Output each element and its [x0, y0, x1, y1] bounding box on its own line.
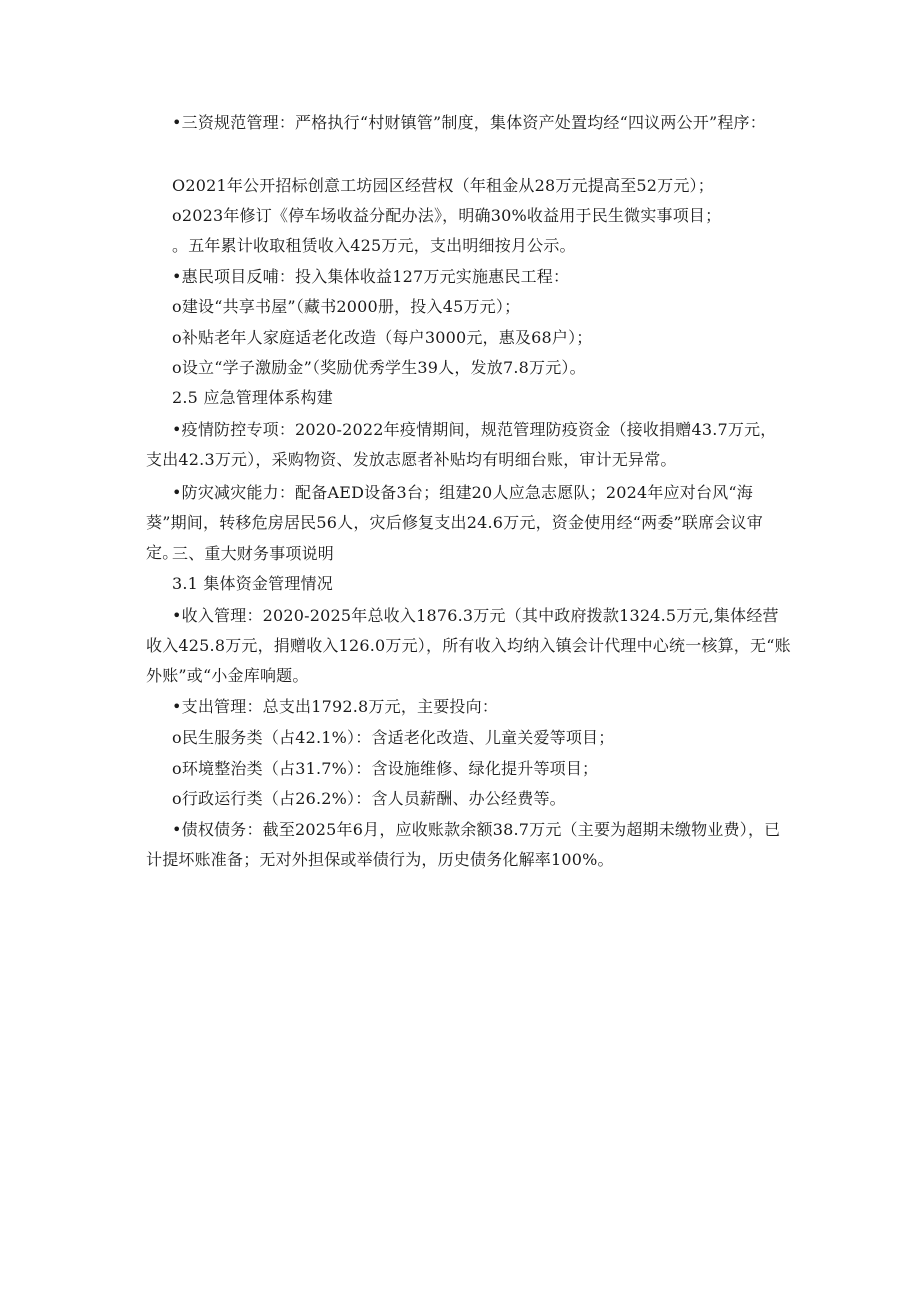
list-item: o2023年修订《停车场收益分配办法》，明确30%收益用于民生微实事项目； — [172, 206, 722, 225]
paragraph-debts: •债权债务：截至2025年6月，应收账款余额38.7万元（主要为超期未缴物业费），已计提坏账准备；无对外担保或举债行为，历史债务化解率100%。 — [146, 820, 781, 869]
section-heading: 2.5 应急管理体系构建 — [172, 388, 333, 407]
list-item: o建设“共享书屋”（藏书2000册，投入45万元）； — [172, 297, 521, 316]
chapter-heading: 三、重大财务事项说明 — [172, 544, 335, 563]
paragraph-benefit-projects: •惠民项目反哺：投入集体收益127万元实施惠民工程： — [172, 267, 570, 286]
list-item: O2021年公开招标创意工坊园区经营权（年租金从28万元提高至52万元）； — [172, 176, 714, 195]
paragraph-expenditure-management: •支出管理：总支出1792.8万元，主要投向： — [172, 697, 499, 716]
list-item: o设立“学子激励金”（奖励优秀学生39人，发放7.8万元）。 — [172, 358, 586, 377]
list-item: o环境整治类（占31.7%）：含设施维修、绿化提升等项目； — [172, 759, 599, 778]
list-item: o补贴老年人家庭适老化改造（每户3000元，惠及68户）； — [172, 328, 593, 347]
paragraph-disaster-prevention: •防灾减灾能力：配备AED设备3台；组建20人应急志愿队；2024年应对台风“海葵”期间，转移危房居民56人，灾后修复支出24.6万元，资金使用经“两委”联席会议审定。 — [146, 483, 763, 562]
list-item: o行政运行类（占26.2%）：含人员薪酬、办公经费等。 — [172, 789, 566, 808]
paragraph-assets-management: •三资规范管理：严格执行“村财镇管”制度，集体资产处置均经“四议两公开”程序： — [172, 113, 766, 132]
list-item: 。五年累计收取租赁收入425万元，支出明细按月公示。 — [172, 236, 576, 255]
section-heading: 3.1 集体资金管理情况 — [172, 574, 333, 593]
paragraph-epidemic-control: •疫情防控专项：2020-2022年疫情期间，规范管理防疫资金（接收捐赠43.7万元，支出42.3万元），采购物资、发放志愿者补贴均有明细台账，审计无异常。 — [146, 420, 777, 469]
paragraph-income-management: •收入管理：2020-2025年总收入1876.3万元（其中政府拨款1324.5万元,集体经营收入425.8万元，捐赠收入126.0万元），所有收入均纳入镇会计代理中心统一核算，无“账外账”或“小金库响题。 — [146, 606, 791, 685]
list-item: o民生服务类（占42.1%）：含适老化改造、儿童关爱等项目； — [172, 728, 615, 747]
